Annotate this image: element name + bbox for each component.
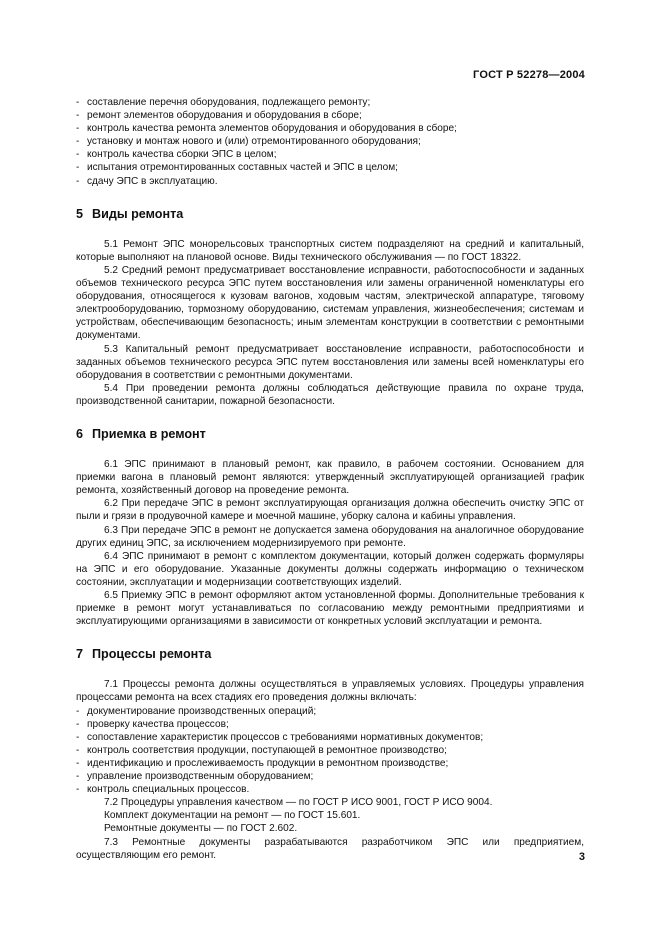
- intro-bullet-item-text: контроль качества ремонта элементов оборудования и оборудования в сборе;: [87, 123, 457, 135]
- intro-bullet-item-text: контроль качества сборки ЭПС в целом;: [87, 149, 277, 161]
- dash-marker: -: [76, 110, 80, 122]
- section-7-bullet-item: [76, 757, 584, 770]
- section-7-bullet-item-text: идентификацию и прослеживаемость продукции в ремонтном производстве;: [87, 757, 449, 769]
- section-7-bullet-item: [76, 770, 584, 783]
- section-6-paragraph: 6.4 ЭПС принимают в ремонт с комплектом документации, который должен содержать формуляры на ЭПС и его оборудование. Указанные документы должны содержать информацию о техническом состоянии, эксплуатации и модернизации соответствующих изделий.: [76, 550, 584, 588]
- paragraph-7-2-line: Комплект документации на ремонт — по ГОСТ 15.601.: [104, 810, 361, 822]
- section-7-bullet-list: [76, 705, 584, 797]
- section-6-title: Приемка в ремонт: [92, 426, 206, 441]
- section-5-heading: [76, 208, 584, 221]
- intro-bullet-item: [76, 96, 584, 109]
- dash-marker: -: [76, 136, 80, 148]
- intro-bullet-item-text: составление перечня оборудования, подлежащего ремонту;: [87, 97, 371, 108]
- document-code: ГОСТ Р 52278—2004: [473, 69, 585, 81]
- dash-marker: -: [76, 149, 80, 161]
- section-7-bullet-item-text: контроль специальных процессов.: [87, 784, 250, 796]
- section-7-bullet-item: [76, 705, 584, 718]
- intro-bullet-item-text: установку и монтаж нового и (или) отремонтированного оборудования;: [87, 136, 421, 148]
- dash-marker: -: [76, 744, 80, 756]
- intro-bullet-item: [76, 135, 584, 148]
- section-6-paragraph: 6.2 При передаче ЭПС в ремонт эксплуатирующая организация должна обеспечить очистку ЭПС от пыли и грязи в продувочной камере и моечной машине, уборку салона и кабины управления.: [76, 498, 584, 523]
- section-7-heading: [76, 648, 584, 661]
- paragraph-7-2-line: Ремонтные документы — по ГОСТ 2.602.: [104, 823, 298, 835]
- section-7-number: 7: [76, 647, 84, 662]
- section-7-bullet-item: [76, 783, 584, 796]
- dash-marker: -: [76, 784, 80, 796]
- dash-marker: -: [76, 97, 80, 108]
- intro-bullet-item: [76, 175, 584, 188]
- section-5-title: Виды ремонта: [92, 206, 184, 221]
- section-7-bullet-item: [76, 731, 584, 744]
- section-7-bullet-item-text: сопоставление характеристик процессов с требованиями нормативных документов;: [87, 731, 484, 743]
- intro-bullet-item: [76, 122, 584, 135]
- section-6-heading: [76, 428, 584, 441]
- dash-marker: -: [76, 757, 80, 769]
- dash-marker: -: [76, 162, 80, 174]
- section-7-bullet-item: [76, 718, 584, 731]
- section-6-number: 6: [76, 426, 84, 441]
- intro-bullet-item: [76, 109, 584, 122]
- intro-bullet-item-text: сдачу ЭПС в эксплуатацию.: [87, 175, 218, 187]
- dash-marker: -: [76, 771, 80, 783]
- dash-marker: -: [76, 175, 80, 187]
- intro-bullet-item: [76, 161, 584, 174]
- section-7-bullet-item-text: проверку качества процессов;: [87, 718, 229, 730]
- page-content: [76, 96, 584, 862]
- section-7-title: Процессы ремонта: [92, 647, 212, 662]
- section-6-paragraph: 6.1 ЭПС принимают в плановый ремонт, как правило, в рабочем состоянии. Основанием для приемки вагона в плановый ремонт являются: утвержденный эксплуатирующей организацией график ремонта, хозяйственный договор на проведение ремонта.: [76, 459, 584, 497]
- dash-marker: -: [76, 705, 80, 717]
- dash-marker: -: [76, 123, 80, 135]
- section-7-bullet-item: [76, 744, 584, 757]
- dash-marker: -: [76, 718, 80, 730]
- section-5-paragraph: 5.1 Ремонт ЭПС монорельсовых транспортных систем подразделяют на средний и капитальный, которые выполняют на плановой основе. Виды технического обслуживания — по ГОСТ 18322.: [76, 238, 584, 263]
- intro-bullet-item: [76, 148, 584, 161]
- intro-bullet-list: [76, 96, 584, 188]
- section-6-paragraph: 6.3 При передаче ЭПС в ремонт не допускается замена оборудования на аналогичное оборудование других единиц ЭПС, за исключением модернизируемого при ремонте.: [76, 524, 584, 549]
- section-5-paragraph: 5.3 Капитальный ремонт предусматривает восстановление исправности, работоспособности и заданных объемов технического ресурса ЭПС путем восстановления или замены всей номенклатуры его оборудования в соответствии с ремонтными документами.: [76, 343, 584, 381]
- section-7-bullet-item-text: контроль соответствия продукции, поступающей в ремонтное производство;: [87, 744, 447, 756]
- section-7-bullet-item-text: документирование производственных операций;: [87, 705, 317, 717]
- section-6-body: [76, 458, 584, 628]
- section-7-bullet-item-text: управление производственным оборудованием;: [87, 771, 314, 783]
- dash-marker: -: [76, 731, 80, 743]
- section-5-paragraph: 5.4 При проведении ремонта должны соблюдаться действующие правила по охране труда, производственной санитарии, пожарной безопасности.: [76, 382, 584, 407]
- intro-bullet-item-text: испытания отремонтированных составных частей и ЭПС в целом;: [87, 162, 398, 174]
- paragraph-7-1: 7.1 Процессы ремонта должны осуществляться в управляемых условиях. Процедуры управления процессами ремонта на всех стадиях его проведения должны включать:: [76, 679, 584, 704]
- section-5-paragraph: 5.2 Средний ремонт предусматривает восстановление исправности, работоспособности и заданных объемов технического ресурса ЭПС путем восстановления или замены ограниченной номенклатуры его оборудования, относящегося к кузовам вагонов, ходовым частям, электрической аппаратуре, тяговому электрооборудованию, тормозному оборудованию, системам управления, жизнеобеспечения; системам и устройствам, обеспечивающим безопасность; иным элементам конструкции в соответствии с ремонтными документами.: [76, 264, 584, 342]
- section-5-number: 5: [76, 206, 84, 221]
- intro-bullet-item-text: ремонт элементов оборудования и оборудования в сборе;: [87, 110, 362, 122]
- section-6-paragraph: 6.5 Приемку ЭПС в ремонт оформляют актом установленной формы. Дополнительные требования к приемке в ремонт могут устанавливаться по согласованию между ремонтными предприятиями и эксплуатирующими организациями в зависимости от конкретных условий эксплуатации и ремонта.: [76, 590, 584, 628]
- section-5-body: [76, 238, 584, 408]
- paragraph-7-2: [76, 796, 584, 835]
- paragraph-7-3: 7.3 Ремонтные документы разрабатываются разработчиком ЭПС или предприятием, осуществляющим его ремонт.: [76, 836, 584, 861]
- paragraph-7-2-line: 7.2 Процедуры управления качеством — по ГОСТ Р ИСО 9001, ГОСТ Р ИСО 9004.: [104, 797, 493, 809]
- page-number: 3: [578, 851, 585, 863]
